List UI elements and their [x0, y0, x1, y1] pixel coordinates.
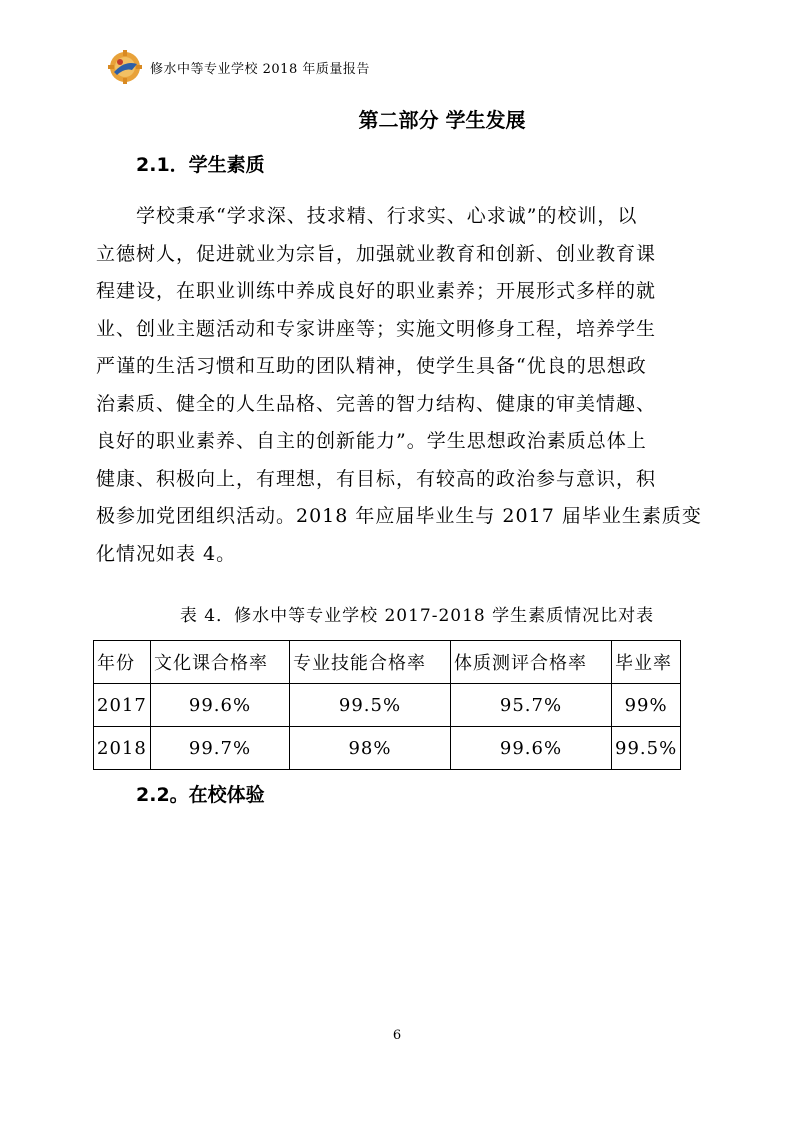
- header-title: 修水中等专业学校 2018 年质量报告: [150, 61, 370, 77]
- cell-graduation-rate: 99%: [612, 684, 681, 727]
- student-quality-table: [93, 640, 681, 770]
- header-skill-pass-rate: 专业技能合格率: [290, 641, 451, 684]
- cell-year: 2017: [94, 684, 151, 727]
- paragraph-line: 程建设，在职业训练中养成良好的职业素养；开展形式多样的就: [96, 280, 657, 302]
- paragraph-line: 学校秉承“学求深、技求精、行求实、心求诚”的校训，以: [96, 205, 638, 227]
- paragraph-line: 业、创业主题活动和专家讲座等；实施文明修身工程，培养学生: [96, 317, 657, 340]
- page-header: [108, 50, 370, 84]
- header-culture-pass-rate: 文化课合格率: [151, 641, 290, 684]
- cell-physical-pass-rate: 99.6%: [451, 727, 612, 770]
- school-emblem-icon: [108, 50, 142, 84]
- cell-year: 2018: [94, 727, 151, 770]
- paragraph-line: 化情况如表 4。: [96, 542, 237, 565]
- paragraph-line: 立德树人，促进就业为宗旨，加强就业教育和创新、创业教育课: [96, 242, 657, 265]
- cell-culture-pass-rate: 99.6%: [151, 684, 290, 727]
- cell-physical-pass-rate: 95.7%: [451, 684, 612, 727]
- header-year: 年份: [94, 641, 151, 684]
- table-row: [94, 727, 681, 770]
- cell-skill-pass-rate: 99.5%: [290, 684, 451, 727]
- section-heading-2-2: 2.2。在校体验: [136, 784, 265, 806]
- table-row: [94, 684, 681, 727]
- header-graduation-rate: 毕业率: [612, 641, 681, 684]
- paragraph-line: 良好的职业素养、自主的创新能力”。学生思想政治素质总体上: [96, 430, 647, 452]
- cell-culture-pass-rate: 99.7%: [151, 727, 290, 770]
- section-heading-2-1: 2.1．学生素质: [136, 154, 265, 176]
- page-number: 6: [392, 1028, 402, 1043]
- table-header-row: [94, 641, 681, 684]
- paragraph-line: 极参加党团组织活动。2018 年应届毕业生与 2017 届毕业生素质变: [96, 505, 702, 527]
- header-physical-pass-rate: 体质测评合格率: [451, 641, 612, 684]
- part-title: 第二部分 学生发展: [358, 108, 526, 132]
- paragraph-line: 治素质、健全的人生品格、完善的智力结构、健康的审美情趣、: [96, 392, 657, 415]
- paragraph-line: 健康、积极向上，有理想，有目标，有较高的政治参与意识，积: [96, 467, 657, 490]
- body-paragraph: [96, 198, 702, 573]
- paragraph-line: 严谨的生活习惯和互助的团队精神，使学生具备“优良的思想政: [96, 355, 647, 377]
- table-caption: 表 4．修水中等专业学校 2017-2018 学生素质情况比对表: [179, 606, 655, 626]
- cell-skill-pass-rate: 98%: [290, 727, 451, 770]
- cell-graduation-rate: 99.5%: [612, 727, 681, 770]
